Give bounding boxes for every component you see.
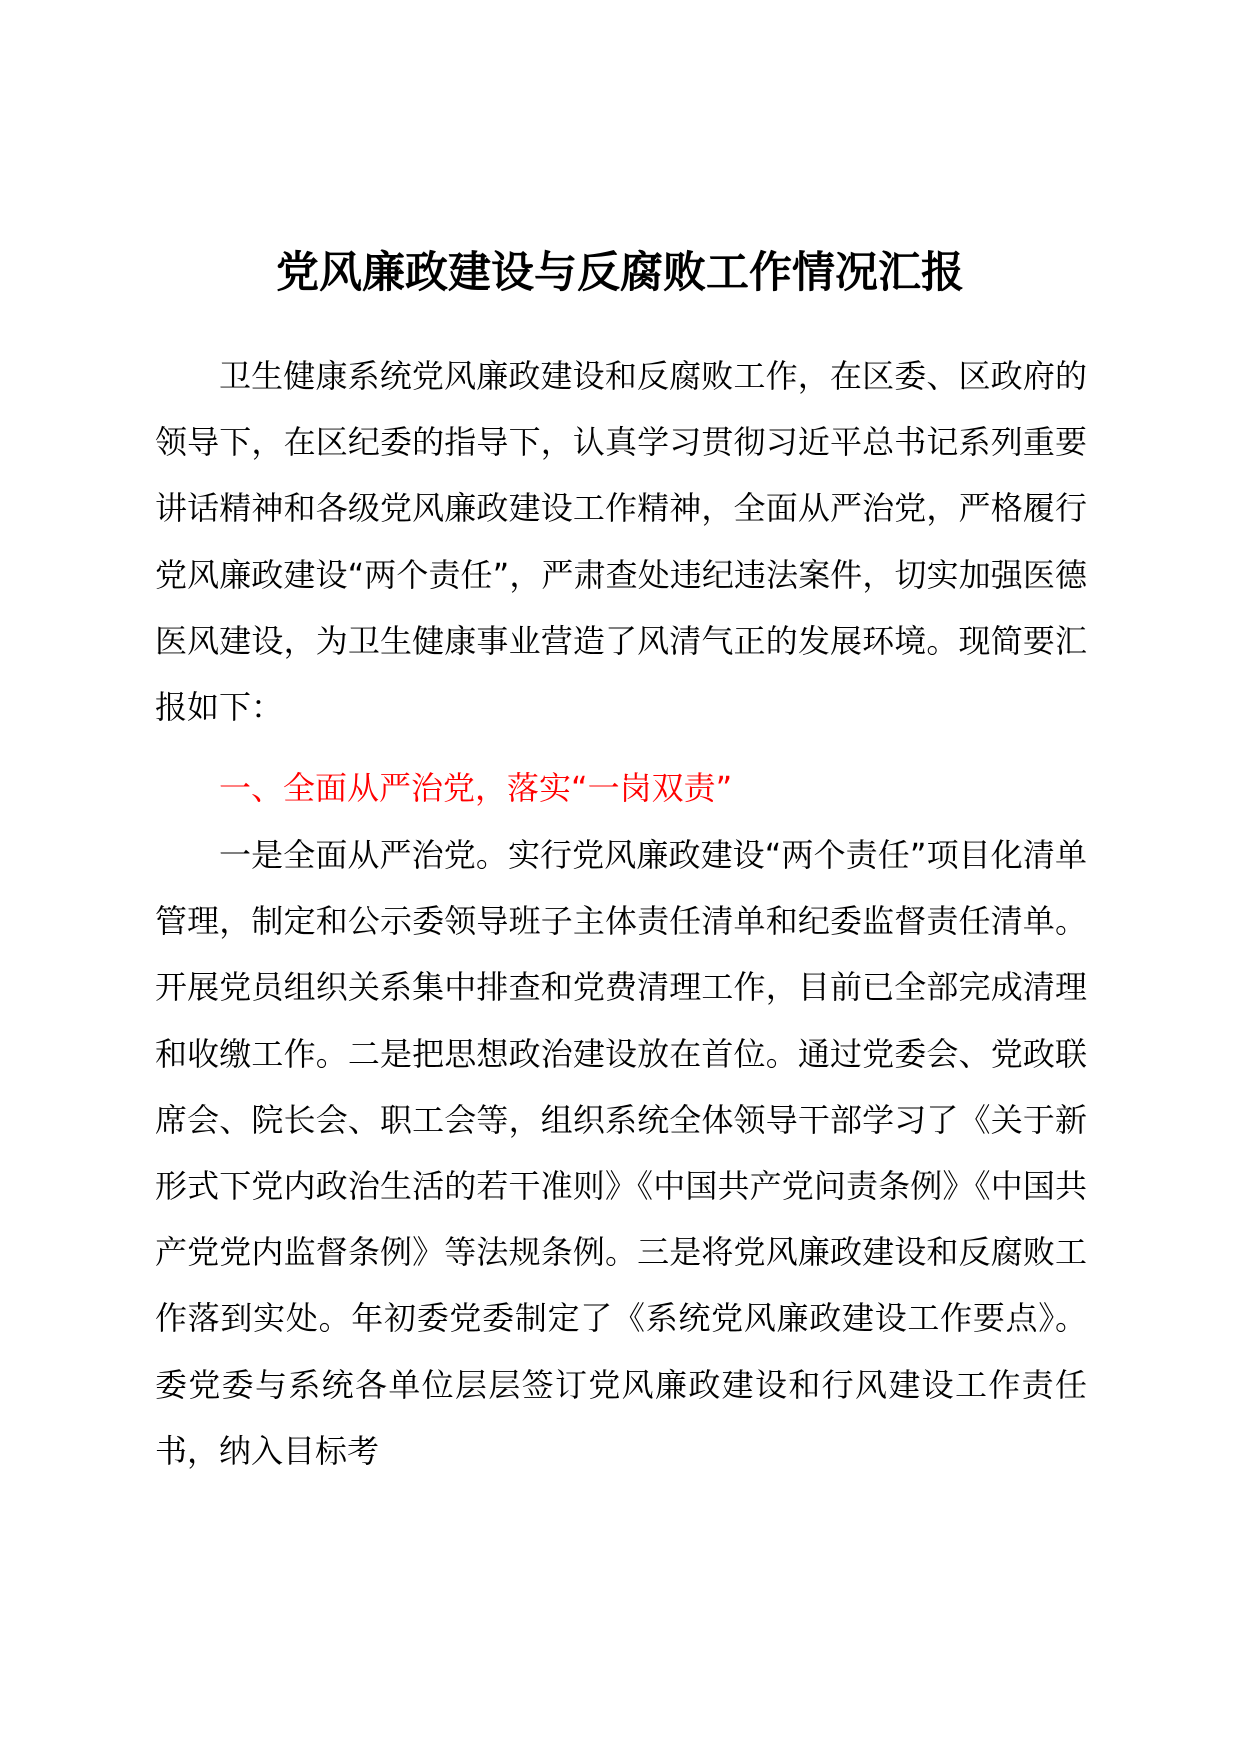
intro-paragraph: 卫生健康系统党风廉政建设和反腐败工作，在区委、区政府的领导下，在区纪委的指导下，认真学习贯彻习近平总书记系列重要讲话精神和各级党风廉政建设工作精神，全面从严治党，严格履行党风廉政建设“两个责任”，严肃查处违纪违法案件，切实加强医德医风建设，为卫生健康事业营造了风清气正的发展环境。现简要汇报如下： bbox=[155, 357, 1087, 727]
section-paragraph: 一是全面从严治党。实行党风廉政建设“两个责任”项目化清单管理，制定和公示委领导班子主体责任清单和纪委监督责任清单。开展党员组织关系集中排查和党费清理工作，目前已全部完成清理和收缴工作。二是把思想政治建设放在首位。通过党委会、党政联席会、院长会、职工会等，组织系统全体领导干部学习了《关于新形式下党内政治生活的若干准则》《中国共产党问责条例》《中国共产党党内监督条例》等法规条例。三是将党风廉政建设和反腐败工作落到实处。年初委党委制定了《系统党风廉政建设工作要点》。委党委与系统各单位层层签订党风廉政建设和行风建设工作责任书，纳入目标考 bbox=[155, 836, 1087, 1470]
document-title: 党风廉政建设与反腐败工作情况汇报 bbox=[276, 248, 964, 298]
section-heading: 一、全面从严治党，落实“一岗双责” bbox=[219, 769, 733, 807]
